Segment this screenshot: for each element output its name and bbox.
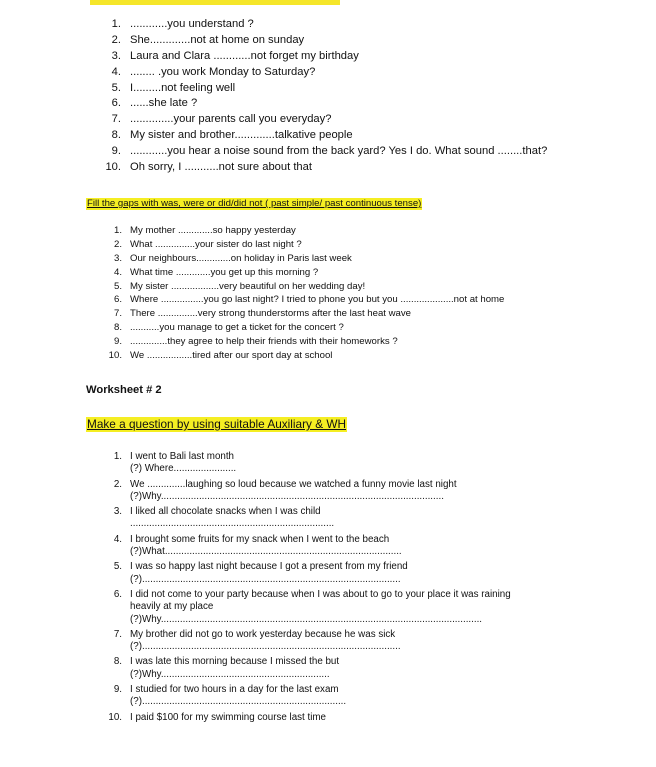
item-text: ........ .you work Monday to Saturday? <box>130 65 316 78</box>
item-number: 8. <box>111 129 121 142</box>
item-number: 6. <box>111 97 121 110</box>
answer-line: (?)........................................................................... <box>130 696 347 708</box>
item-number: 6. <box>113 588 122 600</box>
item-text: She.............not at home on sunday <box>130 33 305 46</box>
item-number: 8. <box>113 656 122 668</box>
item-text: I did not come to your party because when I was about to go to your place it was raining <box>130 588 511 600</box>
list-item <box>108 349 504 363</box>
section3-heading: Make a question by using suitable Auxiliary & WH <box>87 417 347 431</box>
item-text: Our neighbours.............on holiday in Paris last week <box>130 252 352 264</box>
item-number: 7. <box>113 308 122 320</box>
item-number: 5. <box>113 561 122 573</box>
item-text: My mother .............so happy yesterday <box>130 225 296 236</box>
item-number: 10. <box>105 161 121 174</box>
item-text: I was so happy last night because I got a present from my friend <box>130 561 408 573</box>
item-text: I was late this morning because I missed the but <box>130 656 340 668</box>
list-item <box>105 160 547 176</box>
list-item <box>113 561 511 586</box>
answer-line: (?)............................................................................................... <box>130 641 401 653</box>
item-number: 1. <box>113 225 122 236</box>
item-text: ..............your parents call you everyday? <box>130 113 332 126</box>
list-item <box>113 533 511 559</box>
answer-line: (?)Why...................................................................................................................... <box>130 613 483 625</box>
list-item <box>111 96 547 112</box>
list-item <box>111 65 547 81</box>
list-item <box>113 451 511 476</box>
highlight-strip <box>90 0 340 5</box>
item-text: We .................tired after our sport day at school <box>130 350 333 362</box>
item-text-continued: heavily at my place <box>130 601 214 613</box>
item-text: ......she late ? <box>130 97 198 110</box>
list-item <box>113 252 504 266</box>
worksheet-title: Worksheet # 2 <box>86 384 162 396</box>
item-number: 2. <box>111 33 121 46</box>
list-item <box>113 321 504 335</box>
section3-list <box>108 451 511 724</box>
item-text: I studied for two hours in a day for the last exam <box>130 684 339 696</box>
item-text: I went to Bali last month <box>130 451 235 462</box>
list-item <box>113 280 504 294</box>
item-number: 4. <box>111 65 121 78</box>
item-text: ...........you manage to get a ticket for the concert ? <box>130 322 344 334</box>
answer-line: (?) Where....................... <box>130 463 237 475</box>
item-number: 7. <box>111 113 121 126</box>
item-number: 3. <box>113 252 122 264</box>
list-item <box>113 684 511 709</box>
item-text: What time .............you get up this morning ? <box>130 266 319 278</box>
item-number: 10. <box>108 350 122 362</box>
item-number: 4. <box>113 266 122 278</box>
section1-list <box>105 17 548 176</box>
list-item <box>113 266 504 280</box>
list-item <box>113 307 504 321</box>
list-item <box>113 656 511 681</box>
item-number: 9. <box>111 145 121 158</box>
list-item <box>111 112 547 128</box>
item-text: Laura and Clara ............not forget my birthday <box>130 49 359 62</box>
list-item <box>111 81 547 97</box>
list-item <box>111 128 547 144</box>
item-text: There ...............very strong thunderstorms after the last heat wave <box>130 308 412 320</box>
item-text: My sister and brother.............talkative people <box>130 129 353 142</box>
item-number: 1. <box>111 18 121 30</box>
answer-line: ........................................................................... <box>130 518 335 530</box>
item-text: What ...............your sister do last night ? <box>130 238 302 250</box>
item-number: 5. <box>113 280 122 292</box>
item-number: 6. <box>113 294 122 306</box>
item-text: We ..............laughing so loud because we watched a funny movie last night <box>130 478 457 490</box>
item-number: 8. <box>113 322 122 334</box>
item-text: ............you hear a noise sound from the back yard? Yes I do. What sound ........that? <box>130 145 548 158</box>
item-text: My brother did not go to work yesterday because he was sick <box>130 628 396 640</box>
list-item <box>113 506 511 531</box>
item-text: My sister ..................very beautiful on her wedding day! <box>130 280 366 292</box>
item-text: I.........not feeling well <box>130 81 236 94</box>
item-number: 7. <box>113 628 122 640</box>
list-item <box>113 293 505 307</box>
item-number: 2. <box>113 238 122 250</box>
item-text: Oh sorry, I ...........not sure about that <box>130 161 312 174</box>
list-item <box>113 335 504 349</box>
item-text: I brought some fruits for my snack when I went to the beach <box>130 533 390 545</box>
list-item <box>113 478 511 504</box>
item-number: 3. <box>113 506 122 518</box>
item-number: 3. <box>111 49 121 62</box>
list-item <box>113 224 504 238</box>
item-text: I paid $100 for my swimming course last time <box>130 711 327 723</box>
item-text: ............you understand ? <box>130 18 254 30</box>
item-number: 4. <box>113 533 122 545</box>
section2-list <box>108 224 505 363</box>
item-number: 9. <box>113 336 122 348</box>
item-number: 1. <box>113 451 122 462</box>
item-number: 9. <box>113 684 122 696</box>
list-item <box>111 49 547 65</box>
item-text: I liked all chocolate snacks when I was child <box>130 506 321 518</box>
list-item <box>111 33 547 49</box>
section2-heading: Fill the gaps with was, were or did/did not ( past simple/ past continuous tense) <box>87 198 422 209</box>
list-item <box>111 144 548 160</box>
item-number: 5. <box>111 81 121 94</box>
item-number: 2. <box>113 478 122 490</box>
answer-line: (?)Why........................................................................................................ <box>130 490 444 502</box>
answer-line: (?)What....................................................................................... <box>130 546 402 558</box>
list-item <box>113 628 511 654</box>
list-item <box>113 588 511 626</box>
item-text: ..............they agree to help their friends with their homeworks ? <box>130 336 398 348</box>
list-item <box>113 238 504 252</box>
item-number: 10. <box>108 711 122 723</box>
answer-line: (?)............................................................................................... <box>130 573 401 585</box>
list-item <box>108 711 511 724</box>
list-item <box>111 17 547 33</box>
answer-line: (?)Why.............................................................. <box>130 668 330 680</box>
item-text: Where ................you go last night? I tried to phone you but you ....................not at home <box>130 294 505 306</box>
